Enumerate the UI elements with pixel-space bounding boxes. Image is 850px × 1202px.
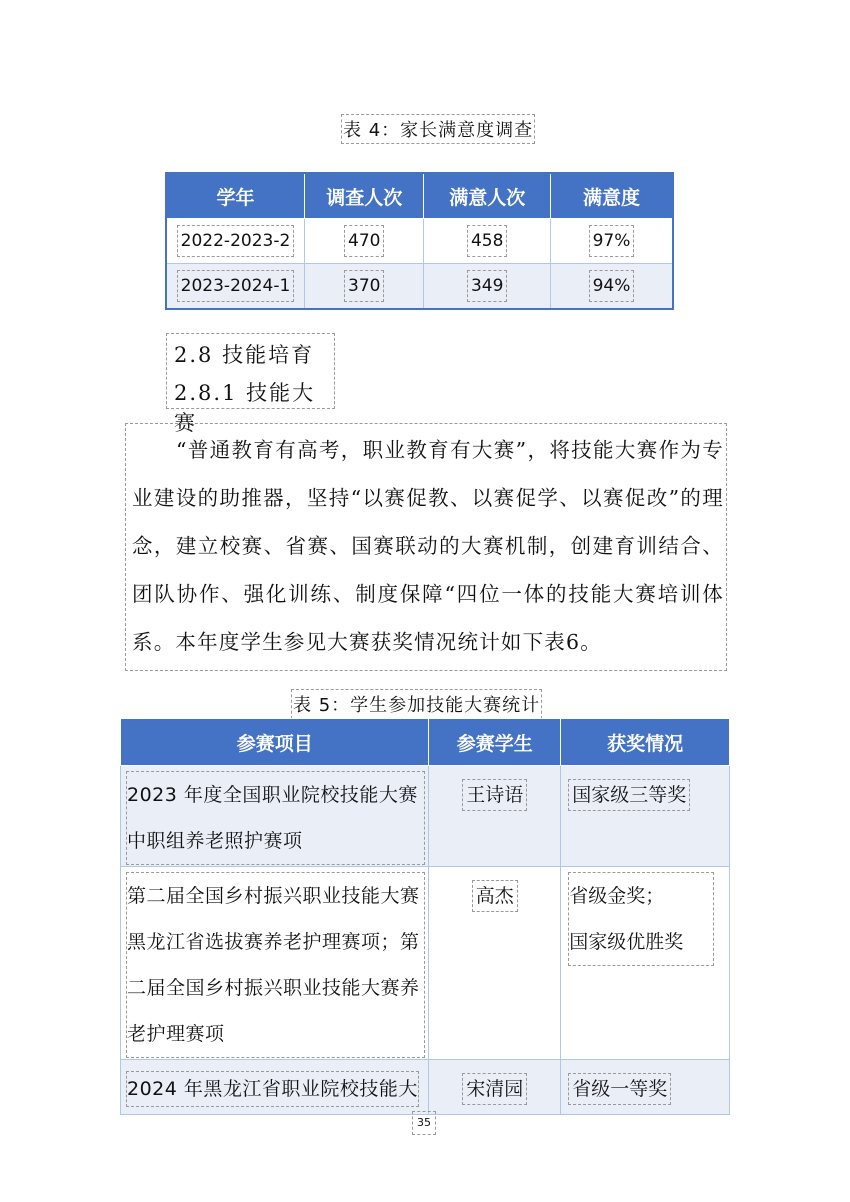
table-cell: 94% bbox=[550, 264, 673, 310]
table-row bbox=[121, 766, 730, 867]
page-number: 35 bbox=[413, 1112, 435, 1134]
table-header-row bbox=[166, 173, 673, 219]
column-header: 获奖情况 bbox=[561, 719, 730, 766]
table-row bbox=[166, 219, 673, 264]
award-cell bbox=[561, 867, 730, 1060]
subsection-heading: 2.8.1 技能大赛 bbox=[174, 381, 316, 435]
project-cell: 2023 年度全国职业院校技能大赛中职组养老照护赛项 bbox=[121, 766, 429, 867]
table-cell: 2022-2023-2 bbox=[166, 219, 304, 264]
table-header-row bbox=[121, 719, 730, 766]
project-cell: 第二届全国乡村振兴职业技能大赛黑龙江省选拔赛养老护理赛项；第二届全国乡村振兴职业技能大赛养老护理赛项 bbox=[121, 867, 429, 1060]
table-cell: 470 bbox=[304, 219, 424, 264]
table4-caption: 表 4：家长满意度调查 bbox=[343, 116, 533, 142]
student-cell: 高杰 bbox=[429, 867, 561, 1060]
table-cell: 97% bbox=[550, 219, 673, 264]
section-heading: 2.8 技能培育 bbox=[174, 343, 315, 367]
student-cell: 王诗语 bbox=[429, 766, 561, 867]
award-cell: 省级一等奖 bbox=[561, 1060, 730, 1115]
project-cell: 2024 年黑龙江省职业院校技能大 bbox=[121, 1060, 429, 1115]
parent-satisfaction-table bbox=[165, 172, 674, 310]
column-header: 参赛项目 bbox=[121, 719, 429, 766]
award-cell: 国家级三等奖 bbox=[561, 766, 730, 867]
heading-block bbox=[168, 335, 333, 435]
table-cell: 349 bbox=[424, 264, 550, 310]
table-cell: 458 bbox=[424, 219, 550, 264]
column-header: 满意人次 bbox=[424, 173, 550, 219]
column-header: 调查人次 bbox=[304, 173, 424, 219]
table-cell: 2023-2024-1 bbox=[166, 264, 304, 310]
skills-competition-table bbox=[120, 718, 730, 1115]
table-row bbox=[121, 1060, 730, 1115]
table-row bbox=[121, 867, 730, 1060]
table-row bbox=[166, 264, 673, 310]
column-header: 学年 bbox=[166, 173, 304, 219]
table-cell: 370 bbox=[304, 264, 424, 310]
award-block: 省级金奖； 国家级优胜奖 bbox=[569, 873, 713, 965]
body-paragraph: “普通教育有高考，职业教育有大赛”，将技能大赛作为专业建设的助推器，坚持“以赛促教、以赛促学、以赛促改”的理念，建立校赛、省赛、国赛联动的大赛机制，创建育训结合、团队协作、强化训练、制度保障“四位一体的技能大赛培训体系。本年度学生参见大赛获奖情况统计如下表6。 bbox=[126, 424, 726, 670]
student-cell: 宋清园 bbox=[429, 1060, 561, 1115]
table5-caption: 表 5：学生参加技能大赛统计 bbox=[293, 691, 540, 717]
column-header: 参赛学生 bbox=[429, 719, 561, 766]
column-header: 满意度 bbox=[550, 173, 673, 219]
